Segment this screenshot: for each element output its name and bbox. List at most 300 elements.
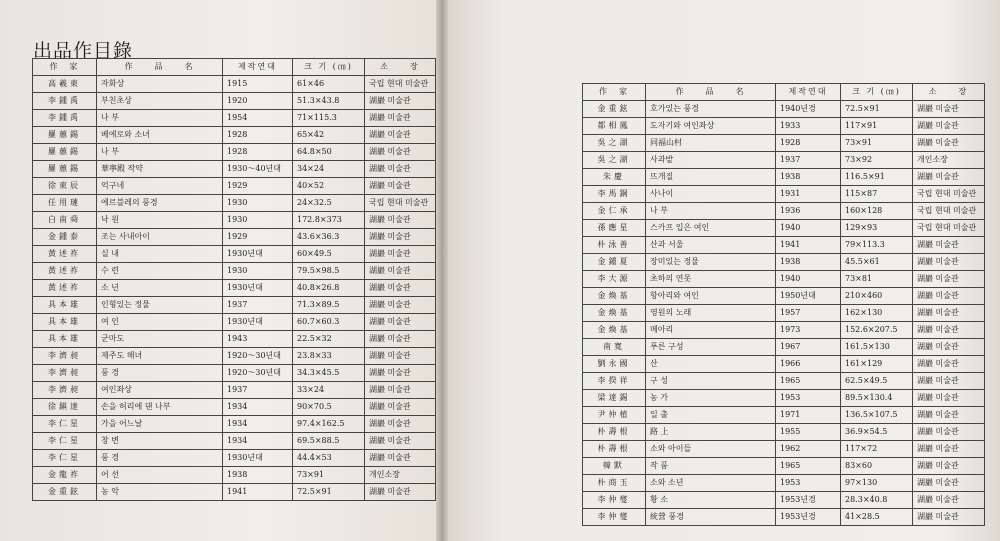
cell-artist: 朴商玉 <box>583 475 646 492</box>
cell-owner: 湖巖 미술관 <box>365 93 436 110</box>
cell-work: 초하의 연못 <box>646 271 776 288</box>
cell-year: 1920～30년대 <box>223 365 293 382</box>
cell-artist: 羅蕙錫 <box>33 127 97 144</box>
table-row <box>583 390 985 407</box>
cell-artist: 李仁星 <box>33 450 97 467</box>
header-owner: 소 장 <box>913 84 985 101</box>
cell-year: 1967 <box>776 339 841 356</box>
cell-size: 79.5×98.5 <box>293 263 365 280</box>
cell-work: 同福山村 <box>646 135 776 152</box>
cell-work: 항아리와 여인 <box>646 288 776 305</box>
header-size: 크 기 (㎝) <box>293 59 365 76</box>
cell-work: 베에로와 소녀 <box>97 127 223 144</box>
cell-work: 뜨개질 <box>646 169 776 186</box>
cell-work: 호가있는 풍경 <box>646 101 776 118</box>
table-header-row <box>33 59 436 76</box>
cell-size: 89.5×130.4 <box>841 390 913 407</box>
cell-owner: 湖巖 미술관 <box>913 441 985 458</box>
cell-artist: 李仁星 <box>33 433 97 450</box>
cell-year: 1973 <box>776 322 841 339</box>
cell-size: 28.3×40.8 <box>841 492 913 509</box>
header-artist: 作 家 <box>583 84 646 101</box>
cell-artist: 朴壽根 <box>583 424 646 441</box>
cell-artist: 羅蕙錫 <box>33 161 97 178</box>
cell-size: 117×91 <box>841 118 913 135</box>
cell-artist: 李濟昶 <box>33 382 97 399</box>
cell-artist: 高羲東 <box>33 76 97 93</box>
cell-year: 1928 <box>223 144 293 161</box>
cell-owner: 湖巖 미술관 <box>913 101 985 118</box>
cell-size: 160×128 <box>841 203 913 220</box>
table-row <box>33 467 436 484</box>
cell-work: 도자기와 여인좌상 <box>646 118 776 135</box>
cell-artist: 任用璉 <box>33 195 97 212</box>
cell-size: 172.8×373 <box>293 212 365 229</box>
cell-artist: 金龍祚 <box>33 467 97 484</box>
cell-year: 1965 <box>776 373 841 390</box>
cell-size: 24×32.5 <box>293 195 365 212</box>
cell-owner: 湖巖 미술관 <box>365 297 436 314</box>
table-row <box>33 484 436 501</box>
cell-artist: 李大源 <box>583 271 646 288</box>
cell-owner: 湖巖 미술관 <box>913 475 985 492</box>
cell-work: 가을 어느날 <box>97 416 223 433</box>
cell-size: 45.5×61 <box>841 254 913 271</box>
cell-artist: 李鍾禹 <box>33 110 97 127</box>
cell-artist: 徐鎭達 <box>33 399 97 416</box>
cell-owner: 국립 현대 미술관 <box>913 203 985 220</box>
cell-work: 창 변 <box>97 433 223 450</box>
cell-year: 1934 <box>223 416 293 433</box>
cell-size: 73×91 <box>293 467 365 484</box>
table-row <box>33 433 436 450</box>
cell-size: 73×91 <box>841 135 913 152</box>
exhibit-table-left <box>32 58 436 501</box>
cell-owner: 湖巖 미술관 <box>913 373 985 390</box>
table-row <box>583 322 985 339</box>
cell-size: 51.3×43.8 <box>293 93 365 110</box>
table-row <box>33 280 436 297</box>
cell-owner: 국립 현대 미술관 <box>913 220 985 237</box>
cell-size: 64.8×50 <box>293 144 365 161</box>
header-artist: 作 家 <box>33 59 97 76</box>
table-row <box>583 458 985 475</box>
cell-work: 路 上 <box>646 424 776 441</box>
cell-owner: 개인소장 <box>365 467 436 484</box>
cell-work: 소와 아이들 <box>646 441 776 458</box>
cell-work: 소와 소년 <box>646 475 776 492</box>
cell-year: 1941 <box>223 484 293 501</box>
cell-year: 1930～40년대 <box>223 161 293 178</box>
cell-size: 90×70.5 <box>293 399 365 416</box>
table-row <box>33 365 436 382</box>
cell-work: 여인좌상 <box>97 382 223 399</box>
cell-owner: 湖巖 미술관 <box>913 254 985 271</box>
cell-artist: 吳之湖 <box>583 152 646 169</box>
table-row <box>583 101 985 118</box>
cell-size: 22.5×32 <box>293 331 365 348</box>
book-gutter <box>436 0 448 541</box>
cell-owner: 湖巖 미술관 <box>365 314 436 331</box>
table-row <box>33 178 436 195</box>
cell-owner: 개인소장 <box>913 152 985 169</box>
cell-owner: 湖巖 미술관 <box>913 271 985 288</box>
cell-artist: 李仲燮 <box>583 492 646 509</box>
table-row <box>33 450 436 467</box>
cell-work: 統營 풍경 <box>646 509 776 526</box>
table-body-right <box>583 101 985 526</box>
cell-year: 1940 <box>776 220 841 237</box>
cell-size: 161×129 <box>841 356 913 373</box>
cell-artist: 金鍾夏 <box>583 254 646 271</box>
cell-size: 34×24 <box>293 161 365 178</box>
cell-size: 62.5×49.5 <box>841 373 913 390</box>
cell-owner: 湖巖 미술관 <box>365 331 436 348</box>
cell-artist: 吳之湖 <box>583 135 646 152</box>
exhibit-table-right <box>582 83 985 526</box>
cell-work: 스카프 입은 여인 <box>646 220 776 237</box>
cell-work: 장미있는 정물 <box>646 254 776 271</box>
table-row <box>33 263 436 280</box>
cell-artist: 白南舜 <box>33 212 97 229</box>
cell-artist: 羅蕙錫 <box>33 144 97 161</box>
cell-size: 97×130 <box>841 475 913 492</box>
cell-year: 1955 <box>776 424 841 441</box>
table-row <box>33 229 436 246</box>
cell-year: 1953년경 <box>776 492 841 509</box>
table-row <box>583 271 985 288</box>
cell-work: 실 내 <box>97 246 223 263</box>
catalog-title: 出品作目錄 <box>33 40 134 62</box>
cell-artist: 金鍾泰 <box>33 229 97 246</box>
cell-work: 산과 서울 <box>646 237 776 254</box>
cell-work: 華寧殿 작약 <box>97 161 223 178</box>
cell-owner: 湖巖 미술관 <box>365 212 436 229</box>
cell-year: 1930년대 <box>223 246 293 263</box>
header-work: 作 品 名 <box>97 59 223 76</box>
cell-size: 34.3×45.5 <box>293 365 365 382</box>
cell-work: 자화상 <box>97 76 223 93</box>
cell-year: 1937 <box>776 152 841 169</box>
table-row <box>33 212 436 229</box>
cell-work: 부친초상 <box>97 93 223 110</box>
table-row <box>33 314 436 331</box>
cell-work: 에르블레의 풍경 <box>97 195 223 212</box>
cell-year: 1937 <box>223 382 293 399</box>
cell-work: 억구네 <box>97 178 223 195</box>
cell-year: 1943 <box>223 331 293 348</box>
cell-year: 1971 <box>776 407 841 424</box>
cell-year: 1938 <box>776 254 841 271</box>
cell-year: 1934 <box>223 433 293 450</box>
cell-work: 황 소 <box>646 492 776 509</box>
header-year: 제작연대 <box>776 84 841 101</box>
cell-work: 농 가 <box>646 390 776 407</box>
cell-owner: 湖巖 미술관 <box>365 484 436 501</box>
cell-size: 152.6×207.5 <box>841 322 913 339</box>
table-row <box>33 416 436 433</box>
cell-owner: 湖巖 미술관 <box>913 237 985 254</box>
cell-owner: 湖巖 미술관 <box>365 416 436 433</box>
cell-artist: 南寬 <box>583 339 646 356</box>
table-row <box>33 144 436 161</box>
table-row <box>583 135 985 152</box>
cell-work: 일 출 <box>646 407 776 424</box>
cell-work: 작 품 <box>646 458 776 475</box>
cell-owner: 湖巖 미술관 <box>365 127 436 144</box>
cell-year: 1941 <box>776 237 841 254</box>
cell-size: 41×28.5 <box>841 509 913 526</box>
cell-owner: 湖巖 미술관 <box>365 110 436 127</box>
table-header-row <box>583 84 985 101</box>
cell-year: 1965 <box>776 458 841 475</box>
cell-artist: 劉永國 <box>583 356 646 373</box>
cell-size: 97.4×162.5 <box>293 416 365 433</box>
cell-work: 사나이 <box>646 186 776 203</box>
cell-artist: 黃述祚 <box>33 280 97 297</box>
cell-size: 72.5×91 <box>293 484 365 501</box>
cell-work: 제주도 해녀 <box>97 348 223 365</box>
cell-artist: 黃述祚 <box>33 263 97 280</box>
table-row <box>33 93 436 110</box>
cell-owner: 湖巖 미술관 <box>913 407 985 424</box>
table-row <box>583 407 985 424</box>
cell-artist: 李揆祥 <box>583 373 646 390</box>
cell-size: 71×115.3 <box>293 110 365 127</box>
table-row <box>583 441 985 458</box>
cell-artist: 韓默 <box>583 458 646 475</box>
cell-work: 손을 허리에 댄 나부 <box>97 399 223 416</box>
cell-size: 61×46 <box>293 76 365 93</box>
table-row <box>33 382 436 399</box>
table-row <box>583 475 985 492</box>
cell-size: 79×113.3 <box>841 237 913 254</box>
table-row <box>33 161 436 178</box>
cell-artist: 李鍾禹 <box>33 93 97 110</box>
cell-artist: 李馬銅 <box>583 186 646 203</box>
cell-owner: 湖巖 미술관 <box>365 382 436 399</box>
table-row <box>583 203 985 220</box>
cell-year: 1953년경 <box>776 509 841 526</box>
cell-size: 44.4×53 <box>293 450 365 467</box>
cell-artist: 李仲燮 <box>583 509 646 526</box>
cell-artist: 尹仲植 <box>583 407 646 424</box>
cell-size: 33×24 <box>293 382 365 399</box>
cell-owner: 湖巖 미술관 <box>913 390 985 407</box>
header-size: 크 기 (㎝) <box>841 84 913 101</box>
cell-owner: 湖巖 미술관 <box>365 229 436 246</box>
cell-work: 영원의 노래 <box>646 305 776 322</box>
cell-artist: 黃述祚 <box>33 246 97 263</box>
cell-owner: 湖巖 미술관 <box>913 305 985 322</box>
cell-artist: 金仁承 <box>583 203 646 220</box>
cell-size: 69.5×88.5 <box>293 433 365 450</box>
cell-owner: 국립 현대 미술관 <box>365 76 436 93</box>
cell-year: 1931 <box>776 186 841 203</box>
cell-year: 1934 <box>223 399 293 416</box>
cell-year: 1953 <box>776 390 841 407</box>
cell-artist: 金煥基 <box>583 288 646 305</box>
cell-year: 1920 <box>223 93 293 110</box>
cell-owner: 湖巖 미술관 <box>913 356 985 373</box>
cell-artist: 孫應星 <box>583 220 646 237</box>
table-row <box>583 509 985 526</box>
cell-artist: 李濟昶 <box>33 365 97 382</box>
cell-artist: 朱慶 <box>583 169 646 186</box>
cell-work: 풍 경 <box>97 450 223 467</box>
cell-year: 1957 <box>776 305 841 322</box>
cell-size: 136.5×107.5 <box>841 407 913 424</box>
cell-artist: 具本雄 <box>33 331 97 348</box>
cell-work: 푸른 구성 <box>646 339 776 356</box>
cell-owner: 湖巖 미술관 <box>365 246 436 263</box>
cell-size: 23.8×33 <box>293 348 365 365</box>
table-row <box>33 127 436 144</box>
cell-size: 161.5×130 <box>841 339 913 356</box>
cell-work: 수 련 <box>97 263 223 280</box>
cell-artist: 金重鉉 <box>583 101 646 118</box>
cell-artist: 具本雄 <box>33 314 97 331</box>
cell-size: 83×60 <box>841 458 913 475</box>
cell-owner: 湖巖 미술관 <box>365 365 436 382</box>
cell-work: 인형있는 정물 <box>97 297 223 314</box>
cell-year: 1938 <box>776 169 841 186</box>
cell-owner: 湖巖 미술관 <box>365 433 436 450</box>
cell-artist: 具本雄 <box>33 297 97 314</box>
header-work: 作 品 名 <box>646 84 776 101</box>
cell-work: 나 부 <box>97 144 223 161</box>
cell-work: 메아리 <box>646 322 776 339</box>
cell-size: 65×42 <box>293 127 365 144</box>
cell-year: 1962 <box>776 441 841 458</box>
cell-year: 1920～30년대 <box>223 348 293 365</box>
cell-size: 40.8×26.8 <box>293 280 365 297</box>
cell-owner: 湖巖 미술관 <box>365 178 436 195</box>
cell-size: 210×460 <box>841 288 913 305</box>
cell-artist: 李仁星 <box>33 416 97 433</box>
cell-size: 36.9×54.5 <box>841 424 913 441</box>
cell-size: 117×72 <box>841 441 913 458</box>
cell-year: 1930 <box>223 263 293 280</box>
cell-artist: 金煥基 <box>583 322 646 339</box>
cell-work: 여 인 <box>97 314 223 331</box>
cell-work: 나 부 <box>97 110 223 127</box>
cell-owner: 국립 현대 미술관 <box>365 195 436 212</box>
cell-artist: 梁達錫 <box>583 390 646 407</box>
table-row <box>583 373 985 390</box>
cell-owner: 湖巖 미술관 <box>913 288 985 305</box>
table-row <box>583 288 985 305</box>
table-row <box>33 76 436 93</box>
table-row <box>583 118 985 135</box>
cell-owner: 湖巖 미술관 <box>365 399 436 416</box>
cell-owner: 湖巖 미술관 <box>913 458 985 475</box>
cell-size: 60×49.5 <box>293 246 365 263</box>
table-row <box>33 331 436 348</box>
cell-year: 1929 <box>223 229 293 246</box>
cell-work: 낙 원 <box>97 212 223 229</box>
cell-year: 1940년경 <box>776 101 841 118</box>
header-year: 제작연대 <box>223 59 293 76</box>
table-row <box>33 297 436 314</box>
cell-size: 129×93 <box>841 220 913 237</box>
table-row <box>583 492 985 509</box>
cell-year: 1954 <box>223 110 293 127</box>
cell-work: 구 성 <box>646 373 776 390</box>
cell-owner: 湖巖 미술관 <box>913 492 985 509</box>
cell-work: 소 년 <box>97 280 223 297</box>
cell-year: 1937 <box>223 297 293 314</box>
cell-year: 1915 <box>223 76 293 93</box>
cell-year: 1930 <box>223 195 293 212</box>
table-row <box>33 399 436 416</box>
table-row <box>583 220 985 237</box>
cell-size: 162×130 <box>841 305 913 322</box>
table-row <box>583 356 985 373</box>
cell-work: 농 악 <box>97 484 223 501</box>
cell-work: 사과밭 <box>646 152 776 169</box>
cell-owner: 湖巖 미술관 <box>365 280 436 297</box>
cell-year: 1938 <box>223 467 293 484</box>
cell-owner: 湖巖 미술관 <box>913 509 985 526</box>
cell-year: 1953 <box>776 475 841 492</box>
cell-size: 116.5×91 <box>841 169 913 186</box>
cell-year: 1929 <box>223 178 293 195</box>
table-row <box>583 254 985 271</box>
cell-owner: 湖巖 미술관 <box>913 135 985 152</box>
cell-year: 1930 <box>223 212 293 229</box>
cell-year: 1928 <box>776 135 841 152</box>
cell-owner: 湖巖 미술관 <box>913 169 985 186</box>
cell-work: 조는 사내아이 <box>97 229 223 246</box>
cell-artist: 朴泳善 <box>583 237 646 254</box>
table-row <box>33 348 436 365</box>
cell-year: 1940 <box>776 271 841 288</box>
cell-artist: 李濟昶 <box>33 348 97 365</box>
cell-artist: 金重鉉 <box>33 484 97 501</box>
cell-artist: 金煥基 <box>583 305 646 322</box>
cell-work: 나 부 <box>646 203 776 220</box>
table-row <box>583 305 985 322</box>
table-row <box>583 186 985 203</box>
cell-year: 1966 <box>776 356 841 373</box>
cell-artist: 朴壽根 <box>583 441 646 458</box>
cell-owner: 湖巖 미술관 <box>913 339 985 356</box>
table-row <box>583 424 985 441</box>
cell-size: 115×87 <box>841 186 913 203</box>
cell-size: 73×81 <box>841 271 913 288</box>
cell-owner: 국립 현대 미술관 <box>913 186 985 203</box>
cell-size: 40×52 <box>293 178 365 195</box>
cell-year: 1930년대 <box>223 314 293 331</box>
table-row <box>583 152 985 169</box>
cell-size: 71.3×89.5 <box>293 297 365 314</box>
cell-owner: 湖巖 미술관 <box>365 348 436 365</box>
cell-owner: 湖巖 미술관 <box>365 263 436 280</box>
cell-owner: 湖巖 미술관 <box>913 424 985 441</box>
cell-owner: 湖巖 미술관 <box>913 118 985 135</box>
cell-owner: 湖巖 미술관 <box>365 161 436 178</box>
cell-artist: 都相鳳 <box>583 118 646 135</box>
table-row <box>33 195 436 212</box>
cell-work: 풍 경 <box>97 365 223 382</box>
cell-owner: 湖巖 미술관 <box>365 450 436 467</box>
cell-year: 1936 <box>776 203 841 220</box>
cell-year: 1930년대 <box>223 450 293 467</box>
cell-owner: 湖巖 미술관 <box>365 144 436 161</box>
table-row <box>33 110 436 127</box>
cell-work: 군마도 <box>97 331 223 348</box>
